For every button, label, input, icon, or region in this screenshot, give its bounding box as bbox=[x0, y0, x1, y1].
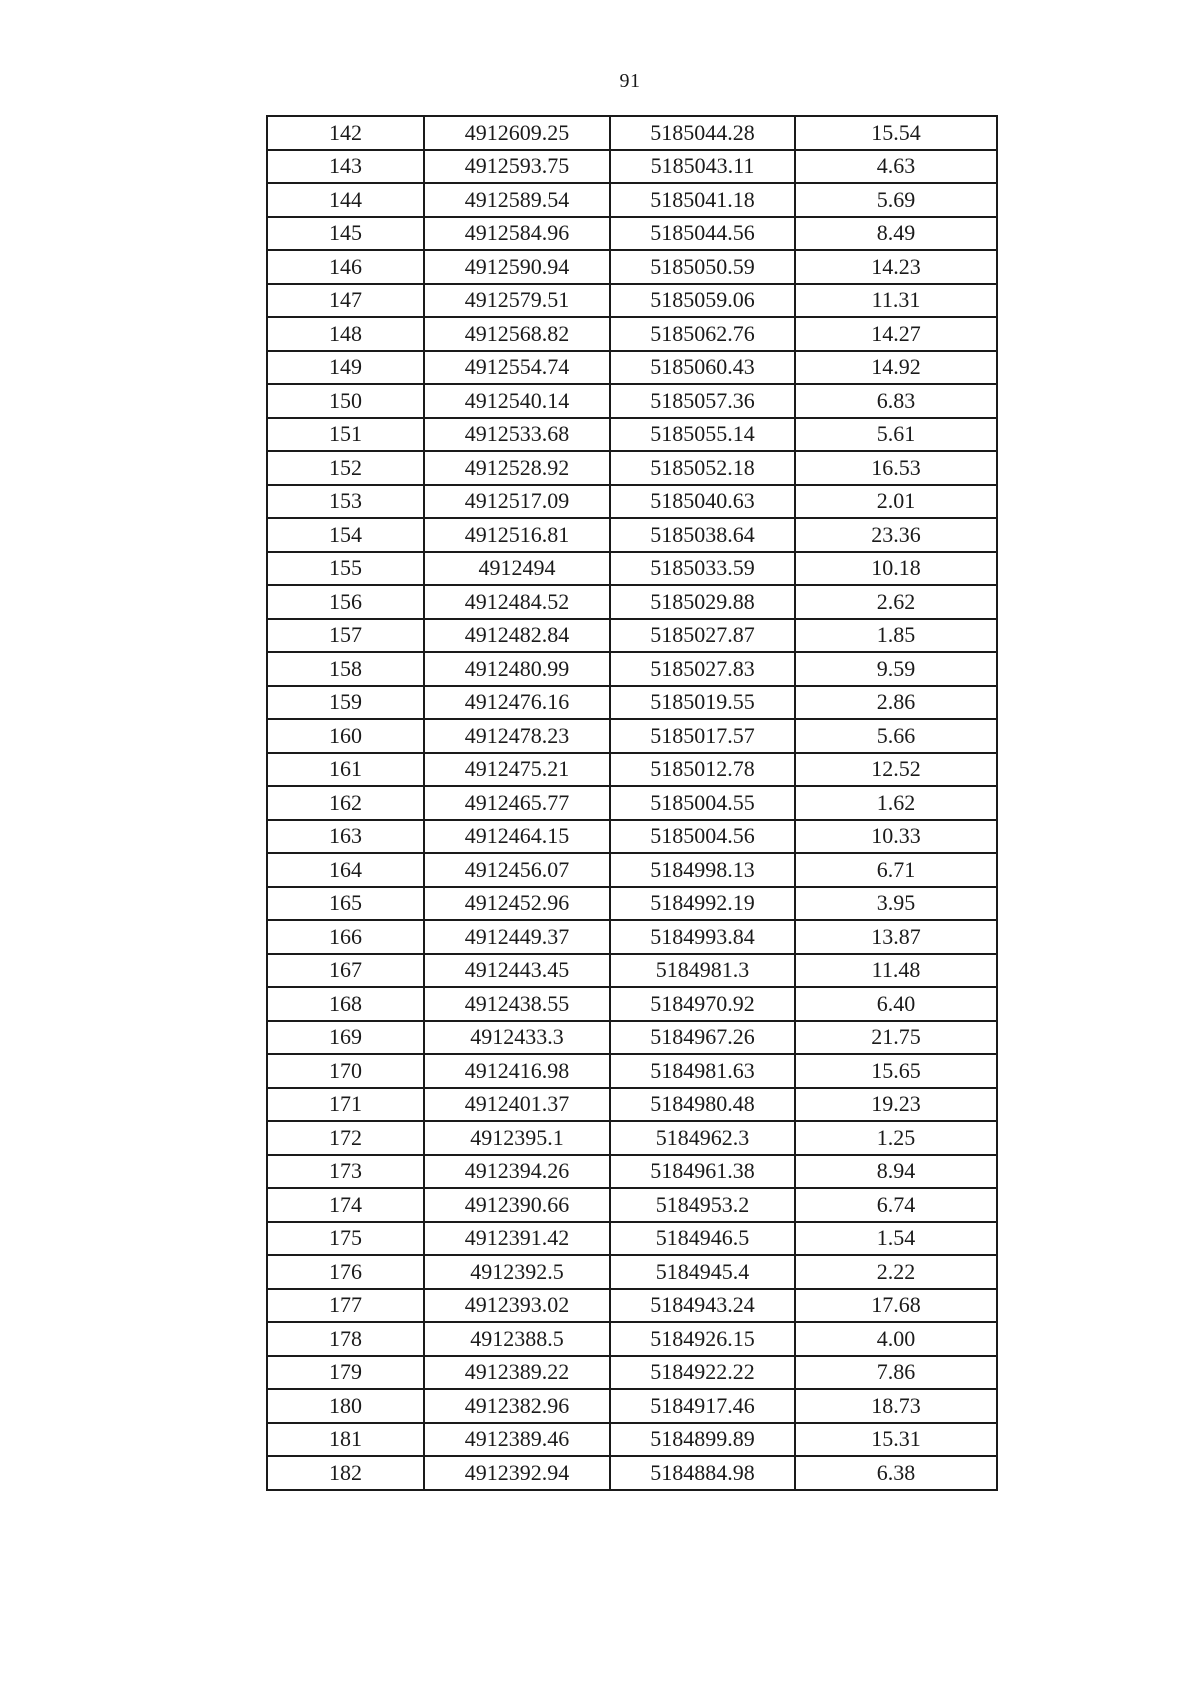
distance-cell: 6.40 bbox=[795, 987, 997, 1021]
distance-cell: 6.83 bbox=[795, 384, 997, 418]
distance-cell: 5.69 bbox=[795, 183, 997, 217]
table-row bbox=[267, 116, 997, 150]
distance-cell: 8.49 bbox=[795, 217, 997, 251]
distance-cell: 21.75 bbox=[795, 1021, 997, 1055]
distance-cell: 6.38 bbox=[795, 1456, 997, 1490]
table-row bbox=[267, 920, 997, 954]
y-coordinate-cell: 5185027.83 bbox=[610, 652, 795, 686]
x-coordinate-cell: 4912579.51 bbox=[424, 284, 610, 318]
x-coordinate-cell: 4912484.52 bbox=[424, 585, 610, 619]
table-row bbox=[267, 518, 997, 552]
distance-cell: 15.65 bbox=[795, 1054, 997, 1088]
table-row bbox=[267, 585, 997, 619]
table-row bbox=[267, 1088, 997, 1122]
x-coordinate-cell: 4912433.3 bbox=[424, 1021, 610, 1055]
y-coordinate-cell: 5184980.48 bbox=[610, 1088, 795, 1122]
x-coordinate-cell: 4912416.98 bbox=[424, 1054, 610, 1088]
table-row bbox=[267, 1121, 997, 1155]
distance-cell: 12.52 bbox=[795, 753, 997, 787]
x-coordinate-cell: 4912590.94 bbox=[424, 250, 610, 284]
distance-cell: 18.73 bbox=[795, 1389, 997, 1423]
y-coordinate-cell: 5184967.26 bbox=[610, 1021, 795, 1055]
y-coordinate-cell: 5185044.56 bbox=[610, 217, 795, 251]
x-coordinate-cell: 4912482.84 bbox=[424, 619, 610, 653]
distance-cell: 19.23 bbox=[795, 1088, 997, 1122]
x-coordinate-cell: 4912589.54 bbox=[424, 183, 610, 217]
point-number-cell: 161 bbox=[267, 753, 424, 787]
x-coordinate-cell: 4912593.75 bbox=[424, 150, 610, 184]
point-number-cell: 152 bbox=[267, 451, 424, 485]
y-coordinate-cell: 5185027.87 bbox=[610, 619, 795, 653]
point-number-cell: 145 bbox=[267, 217, 424, 251]
distance-cell: 1.54 bbox=[795, 1222, 997, 1256]
table-row bbox=[267, 1255, 997, 1289]
point-number-cell: 147 bbox=[267, 284, 424, 318]
point-number-cell: 180 bbox=[267, 1389, 424, 1423]
x-coordinate-cell: 4912568.82 bbox=[424, 317, 610, 351]
page-number: 91 bbox=[619, 70, 641, 92]
point-number-cell: 164 bbox=[267, 853, 424, 887]
y-coordinate-cell: 5185062.76 bbox=[610, 317, 795, 351]
table-row bbox=[267, 150, 997, 184]
y-coordinate-cell: 5184946.5 bbox=[610, 1222, 795, 1256]
distance-cell: 4.00 bbox=[795, 1322, 997, 1356]
point-number-cell: 162 bbox=[267, 786, 424, 820]
y-coordinate-cell: 5185044.28 bbox=[610, 116, 795, 150]
distance-cell: 2.62 bbox=[795, 585, 997, 619]
x-coordinate-cell: 4912395.1 bbox=[424, 1121, 610, 1155]
point-number-cell: 144 bbox=[267, 183, 424, 217]
distance-cell: 14.23 bbox=[795, 250, 997, 284]
y-coordinate-cell: 5185019.55 bbox=[610, 686, 795, 720]
distance-cell: 2.86 bbox=[795, 686, 997, 720]
table-row bbox=[267, 1423, 997, 1457]
x-coordinate-cell: 4912494 bbox=[424, 552, 610, 586]
table-row bbox=[267, 485, 997, 519]
table-row bbox=[267, 183, 997, 217]
y-coordinate-cell: 5185041.18 bbox=[610, 183, 795, 217]
y-coordinate-cell: 5185033.59 bbox=[610, 552, 795, 586]
table-row bbox=[267, 786, 997, 820]
table-row bbox=[267, 351, 997, 385]
y-coordinate-cell: 5184961.38 bbox=[610, 1155, 795, 1189]
x-coordinate-cell: 4912393.02 bbox=[424, 1289, 610, 1323]
distance-cell: 13.87 bbox=[795, 920, 997, 954]
x-coordinate-cell: 4912533.68 bbox=[424, 418, 610, 452]
point-number-cell: 177 bbox=[267, 1289, 424, 1323]
y-coordinate-cell: 5184884.98 bbox=[610, 1456, 795, 1490]
point-number-cell: 168 bbox=[267, 987, 424, 1021]
point-number-cell: 150 bbox=[267, 384, 424, 418]
distance-cell: 2.01 bbox=[795, 485, 997, 519]
table-row bbox=[267, 1289, 997, 1323]
table-row bbox=[267, 418, 997, 452]
x-coordinate-cell: 4912540.14 bbox=[424, 384, 610, 418]
point-number-cell: 158 bbox=[267, 652, 424, 686]
distance-cell: 23.36 bbox=[795, 518, 997, 552]
table-row bbox=[267, 217, 997, 251]
table-row bbox=[267, 820, 997, 854]
x-coordinate-cell: 4912388.5 bbox=[424, 1322, 610, 1356]
y-coordinate-cell: 5184922.22 bbox=[610, 1356, 795, 1390]
point-number-cell: 143 bbox=[267, 150, 424, 184]
y-coordinate-cell: 5184926.15 bbox=[610, 1322, 795, 1356]
y-coordinate-cell: 5184962.3 bbox=[610, 1121, 795, 1155]
point-number-cell: 157 bbox=[267, 619, 424, 653]
distance-cell: 10.18 bbox=[795, 552, 997, 586]
x-coordinate-cell: 4912392.94 bbox=[424, 1456, 610, 1490]
distance-cell: 5.66 bbox=[795, 719, 997, 753]
distance-cell: 10.33 bbox=[795, 820, 997, 854]
point-number-cell: 172 bbox=[267, 1121, 424, 1155]
x-coordinate-cell: 4912456.07 bbox=[424, 853, 610, 887]
x-coordinate-cell: 4912476.16 bbox=[424, 686, 610, 720]
x-coordinate-cell: 4912554.74 bbox=[424, 351, 610, 385]
point-number-cell: 148 bbox=[267, 317, 424, 351]
distance-cell: 9.59 bbox=[795, 652, 997, 686]
y-coordinate-cell: 5185052.18 bbox=[610, 451, 795, 485]
distance-cell: 14.27 bbox=[795, 317, 997, 351]
table-row bbox=[267, 552, 997, 586]
y-coordinate-cell: 5184981.63 bbox=[610, 1054, 795, 1088]
x-coordinate-cell: 4912449.37 bbox=[424, 920, 610, 954]
y-coordinate-cell: 5184992.19 bbox=[610, 887, 795, 921]
y-coordinate-cell: 5184943.24 bbox=[610, 1289, 795, 1323]
table-row bbox=[267, 1188, 997, 1222]
table-row bbox=[267, 954, 997, 988]
x-coordinate-cell: 4912438.55 bbox=[424, 987, 610, 1021]
distance-cell: 11.48 bbox=[795, 954, 997, 988]
point-number-cell: 146 bbox=[267, 250, 424, 284]
coordinates-table bbox=[266, 115, 998, 1491]
distance-cell: 8.94 bbox=[795, 1155, 997, 1189]
y-coordinate-cell: 5185055.14 bbox=[610, 418, 795, 452]
point-number-cell: 165 bbox=[267, 887, 424, 921]
y-coordinate-cell: 5185057.36 bbox=[610, 384, 795, 418]
distance-cell: 1.62 bbox=[795, 786, 997, 820]
x-coordinate-cell: 4912609.25 bbox=[424, 116, 610, 150]
table-row bbox=[267, 317, 997, 351]
table-row bbox=[267, 853, 997, 887]
distance-cell: 3.95 bbox=[795, 887, 997, 921]
table-row bbox=[267, 1389, 997, 1423]
x-coordinate-cell: 4912516.81 bbox=[424, 518, 610, 552]
x-coordinate-cell: 4912394.26 bbox=[424, 1155, 610, 1189]
table-row bbox=[267, 1155, 997, 1189]
point-number-cell: 173 bbox=[267, 1155, 424, 1189]
distance-cell: 5.61 bbox=[795, 418, 997, 452]
x-coordinate-cell: 4912478.23 bbox=[424, 719, 610, 753]
y-coordinate-cell: 5184993.84 bbox=[610, 920, 795, 954]
point-number-cell: 155 bbox=[267, 552, 424, 586]
point-number-cell: 181 bbox=[267, 1423, 424, 1457]
distance-cell: 1.85 bbox=[795, 619, 997, 653]
point-number-cell: 170 bbox=[267, 1054, 424, 1088]
point-number-cell: 174 bbox=[267, 1188, 424, 1222]
distance-cell: 15.31 bbox=[795, 1423, 997, 1457]
x-coordinate-cell: 4912528.92 bbox=[424, 451, 610, 485]
table-row bbox=[267, 1222, 997, 1256]
y-coordinate-cell: 5185050.59 bbox=[610, 250, 795, 284]
x-coordinate-cell: 4912391.42 bbox=[424, 1222, 610, 1256]
x-coordinate-cell: 4912382.96 bbox=[424, 1389, 610, 1423]
y-coordinate-cell: 5185017.57 bbox=[610, 719, 795, 753]
x-coordinate-cell: 4912452.96 bbox=[424, 887, 610, 921]
point-number-cell: 151 bbox=[267, 418, 424, 452]
distance-cell: 16.53 bbox=[795, 451, 997, 485]
point-number-cell: 166 bbox=[267, 920, 424, 954]
x-coordinate-cell: 4912392.5 bbox=[424, 1255, 610, 1289]
point-number-cell: 176 bbox=[267, 1255, 424, 1289]
y-coordinate-cell: 5185040.63 bbox=[610, 485, 795, 519]
y-coordinate-cell: 5184945.4 bbox=[610, 1255, 795, 1289]
y-coordinate-cell: 5185004.56 bbox=[610, 820, 795, 854]
x-coordinate-cell: 4912464.15 bbox=[424, 820, 610, 854]
point-number-cell: 167 bbox=[267, 954, 424, 988]
y-coordinate-cell: 5184917.46 bbox=[610, 1389, 795, 1423]
x-coordinate-cell: 4912443.45 bbox=[424, 954, 610, 988]
x-coordinate-cell: 4912465.77 bbox=[424, 786, 610, 820]
point-number-cell: 142 bbox=[267, 116, 424, 150]
table-row bbox=[267, 987, 997, 1021]
point-number-cell: 171 bbox=[267, 1088, 424, 1122]
point-number-cell: 178 bbox=[267, 1322, 424, 1356]
point-number-cell: 149 bbox=[267, 351, 424, 385]
x-coordinate-cell: 4912584.96 bbox=[424, 217, 610, 251]
y-coordinate-cell: 5185029.88 bbox=[610, 585, 795, 619]
point-number-cell: 159 bbox=[267, 686, 424, 720]
table-row bbox=[267, 1456, 997, 1490]
y-coordinate-cell: 5185043.11 bbox=[610, 150, 795, 184]
point-number-cell: 154 bbox=[267, 518, 424, 552]
table-row bbox=[267, 719, 997, 753]
point-number-cell: 156 bbox=[267, 585, 424, 619]
y-coordinate-cell: 5184998.13 bbox=[610, 853, 795, 887]
distance-cell: 6.74 bbox=[795, 1188, 997, 1222]
distance-cell: 6.71 bbox=[795, 853, 997, 887]
distance-cell: 2.22 bbox=[795, 1255, 997, 1289]
y-coordinate-cell: 5185038.64 bbox=[610, 518, 795, 552]
y-coordinate-cell: 5184970.92 bbox=[610, 987, 795, 1021]
table-row bbox=[267, 652, 997, 686]
point-number-cell: 153 bbox=[267, 485, 424, 519]
x-coordinate-cell: 4912389.46 bbox=[424, 1423, 610, 1457]
y-coordinate-cell: 5185059.06 bbox=[610, 284, 795, 318]
x-coordinate-cell: 4912389.22 bbox=[424, 1356, 610, 1390]
table-row bbox=[267, 1322, 997, 1356]
point-number-cell: 169 bbox=[267, 1021, 424, 1055]
y-coordinate-cell: 5184899.89 bbox=[610, 1423, 795, 1457]
point-number-cell: 179 bbox=[267, 1356, 424, 1390]
distance-cell: 15.54 bbox=[795, 116, 997, 150]
table-row bbox=[267, 887, 997, 921]
coordinates-table-body bbox=[267, 116, 997, 1490]
y-coordinate-cell: 5185004.55 bbox=[610, 786, 795, 820]
x-coordinate-cell: 4912475.21 bbox=[424, 753, 610, 787]
y-coordinate-cell: 5184981.3 bbox=[610, 954, 795, 988]
y-coordinate-cell: 5185012.78 bbox=[610, 753, 795, 787]
x-coordinate-cell: 4912480.99 bbox=[424, 652, 610, 686]
point-number-cell: 160 bbox=[267, 719, 424, 753]
table-row bbox=[267, 753, 997, 787]
table-row bbox=[267, 250, 997, 284]
y-coordinate-cell: 5184953.2 bbox=[610, 1188, 795, 1222]
point-number-cell: 182 bbox=[267, 1456, 424, 1490]
distance-cell: 17.68 bbox=[795, 1289, 997, 1323]
distance-cell: 11.31 bbox=[795, 284, 997, 318]
x-coordinate-cell: 4912517.09 bbox=[424, 485, 610, 519]
table-row bbox=[267, 1054, 997, 1088]
table-row bbox=[267, 619, 997, 653]
table-row bbox=[267, 284, 997, 318]
y-coordinate-cell: 5185060.43 bbox=[610, 351, 795, 385]
x-coordinate-cell: 4912390.66 bbox=[424, 1188, 610, 1222]
point-number-cell: 175 bbox=[267, 1222, 424, 1256]
table-row bbox=[267, 1021, 997, 1055]
distance-cell: 14.92 bbox=[795, 351, 997, 385]
distance-cell: 7.86 bbox=[795, 1356, 997, 1390]
point-number-cell: 163 bbox=[267, 820, 424, 854]
table-row bbox=[267, 384, 997, 418]
table-row bbox=[267, 451, 997, 485]
table-row bbox=[267, 1356, 997, 1390]
x-coordinate-cell: 4912401.37 bbox=[424, 1088, 610, 1122]
distance-cell: 4.63 bbox=[795, 150, 997, 184]
table-row bbox=[267, 686, 997, 720]
distance-cell: 1.25 bbox=[795, 1121, 997, 1155]
